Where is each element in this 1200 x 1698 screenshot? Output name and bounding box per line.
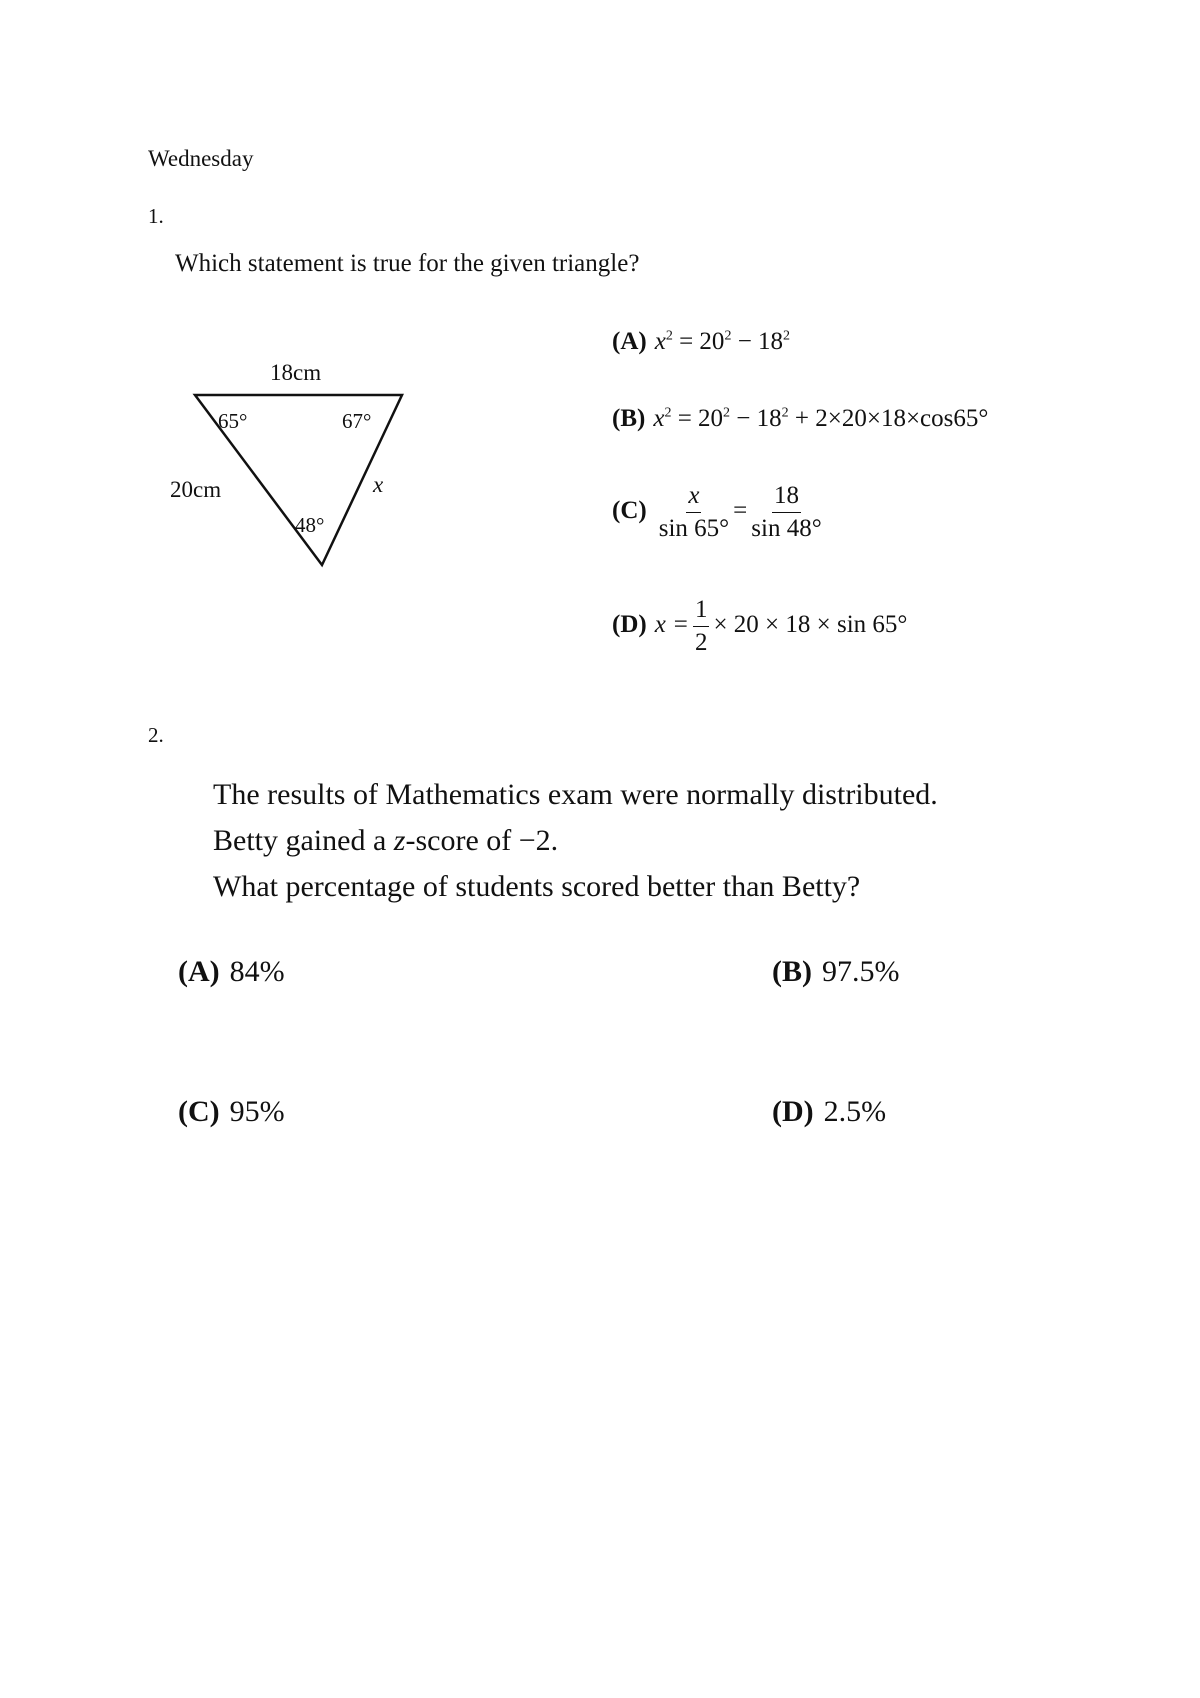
side-top-label: 18cm xyxy=(270,360,322,385)
question-2-number: 2. xyxy=(148,723,164,747)
day-heading: Wednesday xyxy=(148,146,254,171)
q2-option-a[interactable]: (A) 84% xyxy=(178,955,285,988)
q1-option-a-label: (A) xyxy=(612,328,647,355)
side-right-label: x xyxy=(373,472,384,497)
q2-option-d[interactable]: (D) 2.5% xyxy=(772,1095,887,1128)
question-1-text: Which statement is true for the given triangle? xyxy=(175,250,640,277)
q2-option-b[interactable]: (B) 97.5% xyxy=(772,955,900,988)
angle-top-right: 67° xyxy=(342,409,372,433)
q2-option-c[interactable]: (C) 95% xyxy=(178,1095,285,1128)
q1-option-b[interactable]: (B) $x^2 = 20^2 - 18^2 + 2\times 20\times 18\times\cos 65^\circ$ xyxy=(612,405,989,432)
q1-option-a[interactable]: (A) $x^2 = 20^2 - 18^2$ xyxy=(612,328,791,355)
option-d-fraction: $\frac{1}{2}$ xyxy=(694,596,708,656)
q1-option-b-label: (B) xyxy=(612,405,646,432)
question-2-line-1: The results of Mathematics exam were normally distributed. xyxy=(213,778,938,811)
q1-option-d[interactable]: (D) x = $\frac{1}{2}$ × 20 × 18 × sin 65° xyxy=(612,596,908,656)
question-1-number: 1. xyxy=(148,204,164,228)
q1-option-c-label: (C) xyxy=(612,497,647,525)
option-a-x: x xyxy=(654,328,666,355)
side-left-label: 20cm xyxy=(170,477,222,502)
angle-top-left: 65° xyxy=(218,409,248,433)
question-2-line-3: What percentage of students scored better than Betty? xyxy=(213,870,861,903)
question-2-line-2: Betty gained a z-score of −2. xyxy=(213,824,559,857)
question-2-text xyxy=(213,772,938,910)
triangle-diagram xyxy=(170,350,450,580)
q1-option-d-label: (D) xyxy=(612,611,647,639)
option-b-x: x xyxy=(653,405,665,432)
angle-bottom: 48° xyxy=(295,513,325,537)
option-c-fraction-2: $\frac{18}{\sin 48^\circ}$ xyxy=(751,482,822,542)
option-c-fraction-1: $\frac{x}{\sin 65^\circ}$ xyxy=(658,482,730,542)
q1-option-c[interactable]: (C) $\frac{x}{\sin 65^\circ}$ = $\frac{18}{\sin 48^\circ}$ xyxy=(612,482,822,542)
